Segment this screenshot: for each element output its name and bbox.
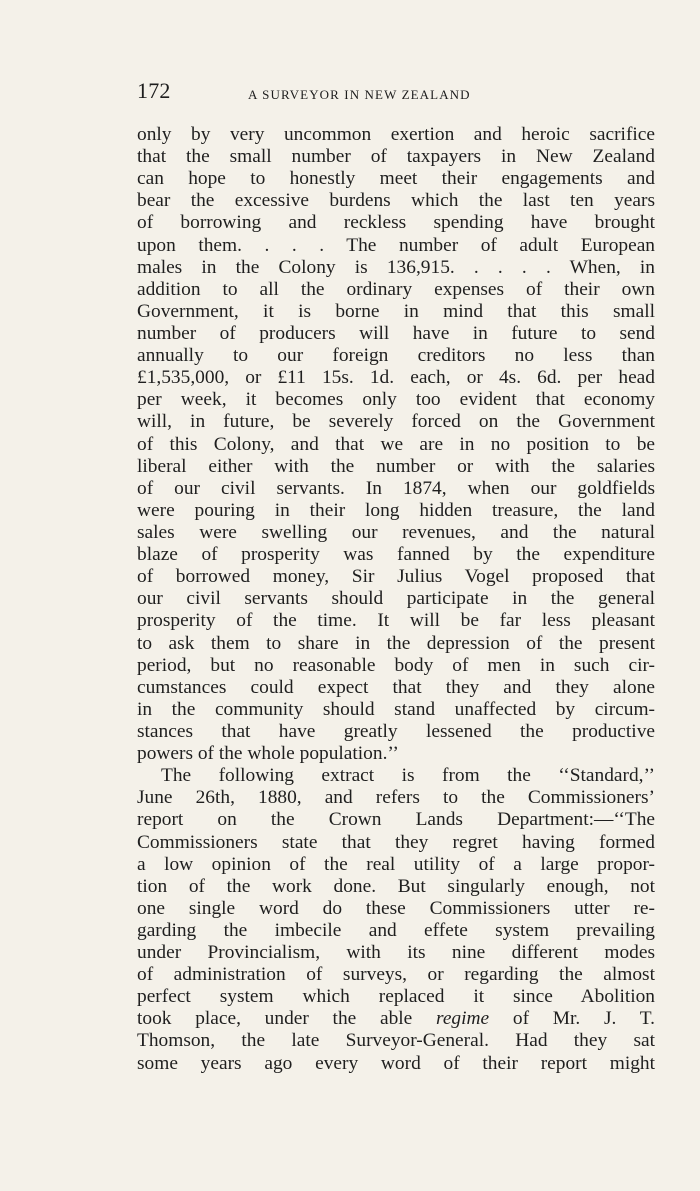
text-line: powers of the whole population.’’: [137, 743, 399, 765]
text-line: bear the excessive burdens which the last ten years: [137, 190, 655, 212]
text-line: liberal either with the number or with the salaries: [137, 455, 655, 477]
page-number: 172: [137, 78, 171, 103]
text-line: our civil servants should participate in the general: [137, 588, 655, 610]
text-line-with-italic: [137, 1008, 655, 1030]
text-line: one single word do these Commissioners utter re-: [137, 897, 655, 919]
text-line: under Provincialism, with its nine different modes: [137, 942, 655, 964]
page-header: [137, 78, 657, 108]
text-line: report on the Crown Lands Department:—‘‘The: [137, 809, 655, 831]
text-line: blaze of prosperity was fanned by the expenditure: [137, 544, 655, 566]
text-line: June 26th, 1880, and refers to the Commissioners’: [137, 787, 655, 809]
text-line: Government, it is borne in mind that this small: [137, 300, 655, 322]
text-line: cumstances could expect that they and they alone: [137, 676, 655, 698]
italic-word: regime: [436, 1008, 490, 1030]
text-line: sales were swelling our revenues, and the natural: [137, 521, 655, 543]
text-line: £1,535,000, or £11 15s. 1d. each, or 4s. 6d. per head: [137, 367, 655, 389]
text-line: will, in future, be severely forced on the Government: [137, 411, 655, 433]
text-line: of borrowed money, Sir Julius Vogel proposed that: [137, 566, 655, 588]
text-line: stances that have greatly lessened the productive: [137, 720, 655, 742]
text-line: of borrowing and reckless spending have brought: [137, 212, 655, 234]
text-line: period, but no reasonable body of men in such cir-: [137, 654, 655, 676]
body-text: [137, 124, 655, 1075]
text-line: of this Colony, and that we are in no position to be: [137, 433, 655, 455]
text-line: per week, it becomes only too evident that economy: [137, 389, 655, 411]
paragraph-start-line: The following extract is from the ‘‘Standard,’’: [161, 765, 655, 787]
text-line: tion of the work done. But singularly enough, not: [137, 875, 655, 897]
text-fragment: took place, under the able: [137, 1008, 436, 1030]
text-line: upon them. . . . The number of adult European: [137, 234, 655, 256]
text-line: of our civil servants. In 1874, when our goldfields: [137, 477, 655, 499]
text-line: annually to our foreign creditors no less than: [137, 345, 655, 367]
text-line: to ask them to share in the depression of the present: [137, 632, 655, 654]
text-line: prosperity of the time. It will be far less pleasant: [137, 610, 655, 632]
text-line: only by very uncommon exertion and heroic sacrifice: [137, 124, 655, 145]
text-line: can hope to honestly meet their engagements and: [137, 168, 655, 190]
text-line: of administration of surveys, or regarding the almost: [137, 964, 655, 986]
text-line: that the small number of taxpayers in New Zealand: [137, 146, 655, 168]
text-line: some years ago every word of their report might: [137, 1052, 655, 1074]
text-line: addition to all the ordinary expenses of their own: [137, 278, 655, 300]
running-title: A SURVEYOR IN NEW ZEALAND: [248, 87, 471, 102]
text-line: Thomson, the late Surveyor-General. Had they sat: [137, 1030, 655, 1052]
text-line: number of producers will have in future to send: [137, 322, 655, 344]
text-line: a low opinion of the real utility of a large propor-: [137, 853, 655, 875]
text-fragment: of Mr. J. T.: [489, 1008, 655, 1030]
text-line: males in the Colony is 136,915. . . . . When, in: [137, 256, 655, 278]
text-line: Commissioners state that they regret having formed: [137, 831, 655, 853]
text-line: garding the imbecile and effete system prevailing: [137, 919, 655, 941]
text-line: perfect system which replaced it since Abolition: [137, 986, 655, 1008]
text-line: in the community should stand unaffected by circum-: [137, 698, 655, 720]
text-line: were pouring in their long hidden treasure, the land: [137, 499, 655, 521]
